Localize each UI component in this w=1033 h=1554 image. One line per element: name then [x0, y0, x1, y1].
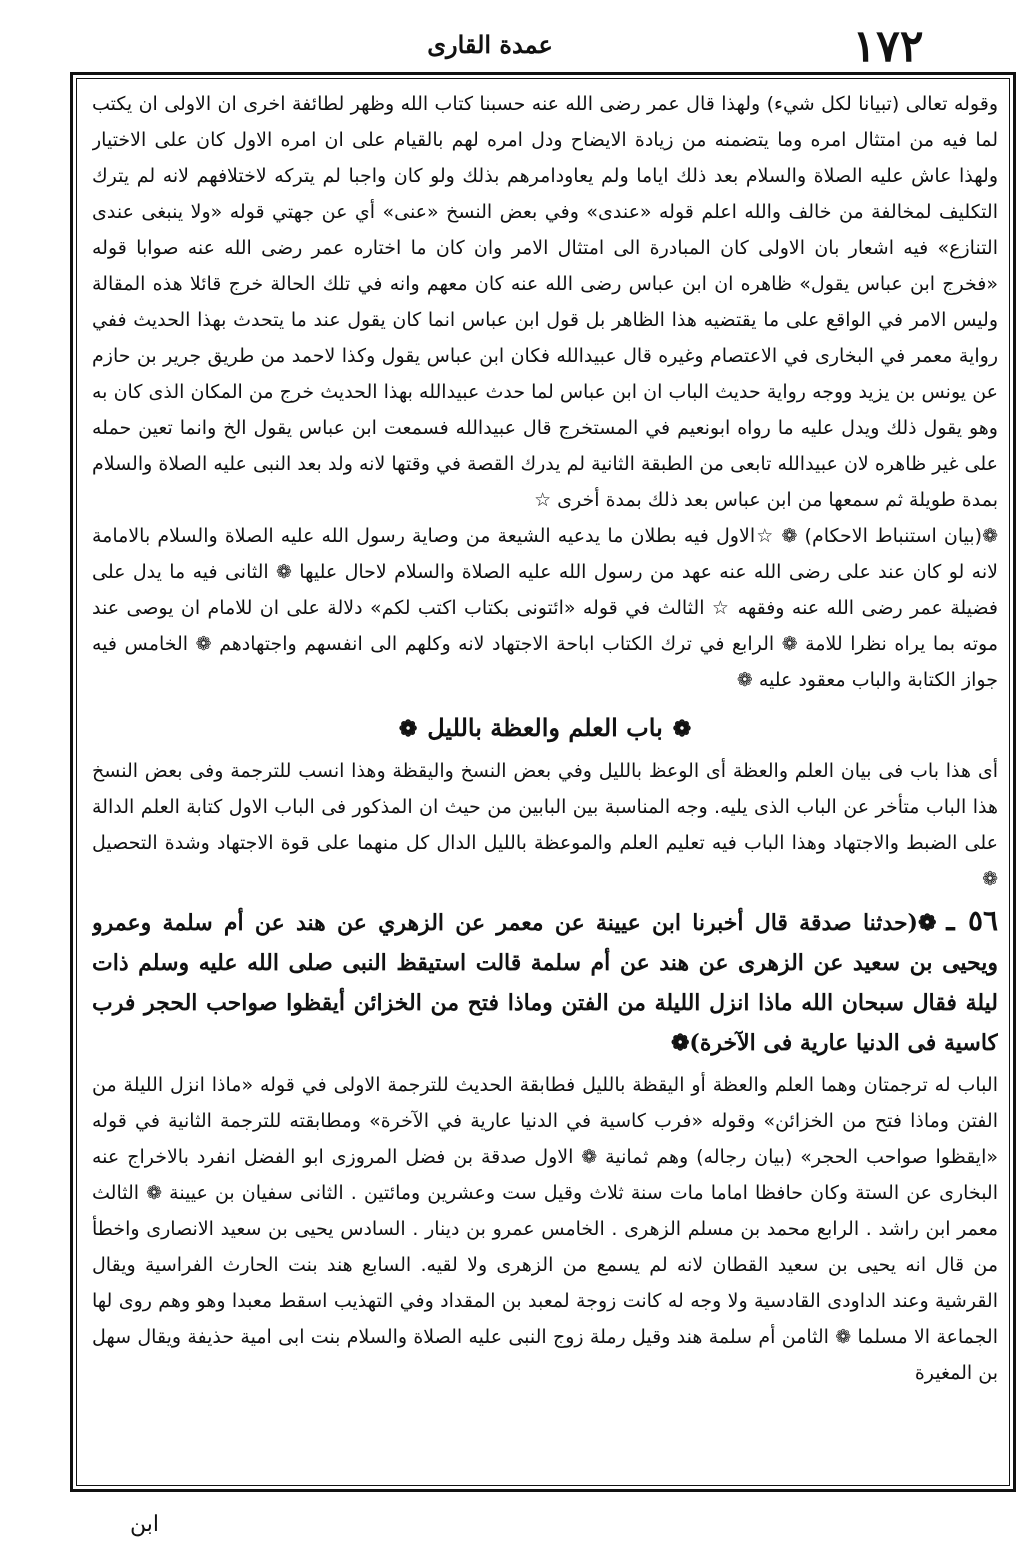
catchword: ابن	[130, 1512, 159, 1537]
rulings-paragraph: ❁(بيان استنباط الاحكام) ❁ ☆الاول فيه بطلان ما يدعيه الشيعة من وصاية رسول الله عليه الصلاة والسلام بالامامة لانه لو كان عند على رضى الله عنه عهد من رسول الله عليه الصلاة والسلام لاحال عليها ❁ الثانى فيه ما يدل على فضيلة عمر رضى الله عنه وفقهه ☆ الثالث في قوله «ائتونى بكتاب اكتب لكم» دلالة على ان للامام ان يوصى عند موته بما يراه نظرا للامة ❁ الرابع في ترك الكتاب اباحة الاجتهاد لانه وكلهم الى انفسهم واجتهادهم ❁ الخامس فيه جواز الكتابة والباب معقود عليه ❁	[92, 525, 998, 691]
chapter-intro-paragraph: أى هذا باب فى بيان العلم والعظة أى الوعظ بالليل وفي بعض النسخ واليقظة وهذا انسب للترجمة وفى بعض النسخ هذا الباب متأخر عن الباب الذى يليه. وجه المناسبة بين البابين من حيث ان المذكور فى الباب الاول كتابة العلم الدالة على الضبط والاجتهاد وهذا الباب فيه تعليم العلم والموعظة بالليل الدال كل منهما على قوة الاجتهاد وشدة التحصيل ❁	[92, 760, 998, 890]
commentary-paragraph-2: الباب له ترجمتان وهما العلم والعظة أو اليقظة بالليل فطابقة الحديث للترجمة الاولى في قوله «ماذا انزل الليلة من الفتن وماذا فتح من الخزائن» وقوله «فرب كاسية في الدنيا عارية في الآخرة» ومطابقته للترجمة الثانية في قوله «ايقظوا صواحب الحجر» (بيان رجاله) وهم ثمانية ❁ الاول صدقة بن فضل المروزى ابو الفضل انفرد بالاخراج عنه البخارى عن الستة وكان حافظا اماما مات سنة ثلاث وقيل ست وعشرين ومائتين . الثانى سفيان بن عيينة ❁ الثالث معمر ابن راشد . الرابع محمد بن مسلم الزهرى . الخامس عمرو بن دينار . السادس يحيى بن سعيد الانصارى واخطأ من قال انه يحيى بن سعيد القطان لانه لم يسمع من الزهرى ولا لقيه. السابع هند بنت الحارث الفراسية ويقال القرشية وعند الداودى القادسية ولا وجه له كانت زوجة لمعبد بن المقداد وفي التهذيب اسقط معبدا وهو وهم روى لها الجماعة الا مسلما ❁ الثامن أم سلمة هند وقيل رملة زوج النبى عليه الصلاة والسلام بنت ابى امية حذيفة ويقال سهل بن المغيرة	[92, 1074, 998, 1384]
hadith-number: ٥٦ ـ	[946, 904, 998, 937]
commentary-paragraph-1: وقوله تعالى (تبيانا لكل شيء) ولهذا قال عمر رضى الله عنه حسبنا كتاب الله وظهر لطائفة اخرى ان الاولى ان يكتب لما فيه من امتثال امره وما يتضمنه من زيادة الايضاح ودل امره لهم بالقيام على ان امره الاول كان على الاختيار ولهذا عاش عليه الصلاة والسلام بعد ذلك اياما ولم يعاودامرهم بذلك ولو كان واجبا لم يتركه لاختلافهم لانه لم يترك التكليف لمخالفة من خالف والله اعلم قوله «عندى» وفي بعض النسخ «عنى» أي عن جهتي قوله «ولا ينبغى عندى التنازع» فيه اشعار بان الاولى كان المبادرة الى امتثال الامر وان كان ما اختاره عمر رضى الله عنه صوابا قوله «فخرج ابن عباس يقول» ظاهره ان ابن عباس رضى الله عنه كان معهم وانه في تلك الحالة خرج قائلا هذه المقالة وليس الامر في الواقع على ما يقتضيه هذا الظاهر بل قول ابن عباس انما كان يقول عند ما يتحدث بهذا الحديث ففي رواية معمر في البخارى في الاعتصام وغيره قال عبيدالله فكان ابن عباس يقول وكذا لاحمد من طريق جرير بن حازم عن يونس بن يزيد ووجه رواية حديث الباب ان ابن عباس لما حدث عبيدالله بهذا الحديث خرج من المكان الذى كان به وهو يقول ذلك ويدل عليه ما رواه ابونعيم في المستخرج قال عبيدالله فسمعت ابن عباس يقول الخ وانما تعين حمله على غير ظاهره لان عبيدالله تابعى من الطبقة الثانية لم يدرك القصة في وقتها لانه ولد بعد النبى عليه الصلاة والسلام بمدة طويلة ثم سمعها من ابن عباس بعد ذلك بمدة أخرى ☆	[92, 93, 998, 511]
ornament-icon: ❁	[398, 716, 418, 742]
ornament-icon: ❁	[672, 716, 692, 742]
page-body	[92, 86, 998, 1481]
running-title: عمدة القارى	[427, 30, 553, 59]
hadith-body: ❁(حدثنا صدقة قال أخبرنا ابن عيينة عن معمر عن الزهري عن هند عن أم سلمة وعمرو ويحيى بن سعيد عن الزهرى عن هند عن أم سلمة قالت استيقظ النبى صلى الله عليه وسلم ذات ليلة فقال سبحان الله ماذا انزل الليلة من الفتن وماذا فتح من الخزائن أيقظوا صواحب الحجر فرب كاسية فى الدنيا عارية فى الآخرة)❁	[92, 910, 998, 1056]
page-number: ١٧٢	[852, 21, 924, 72]
chapter-title: باب العلم والعظة بالليل	[427, 713, 663, 742]
hadith-text	[92, 901, 998, 1063]
chapter-heading	[92, 708, 998, 749]
